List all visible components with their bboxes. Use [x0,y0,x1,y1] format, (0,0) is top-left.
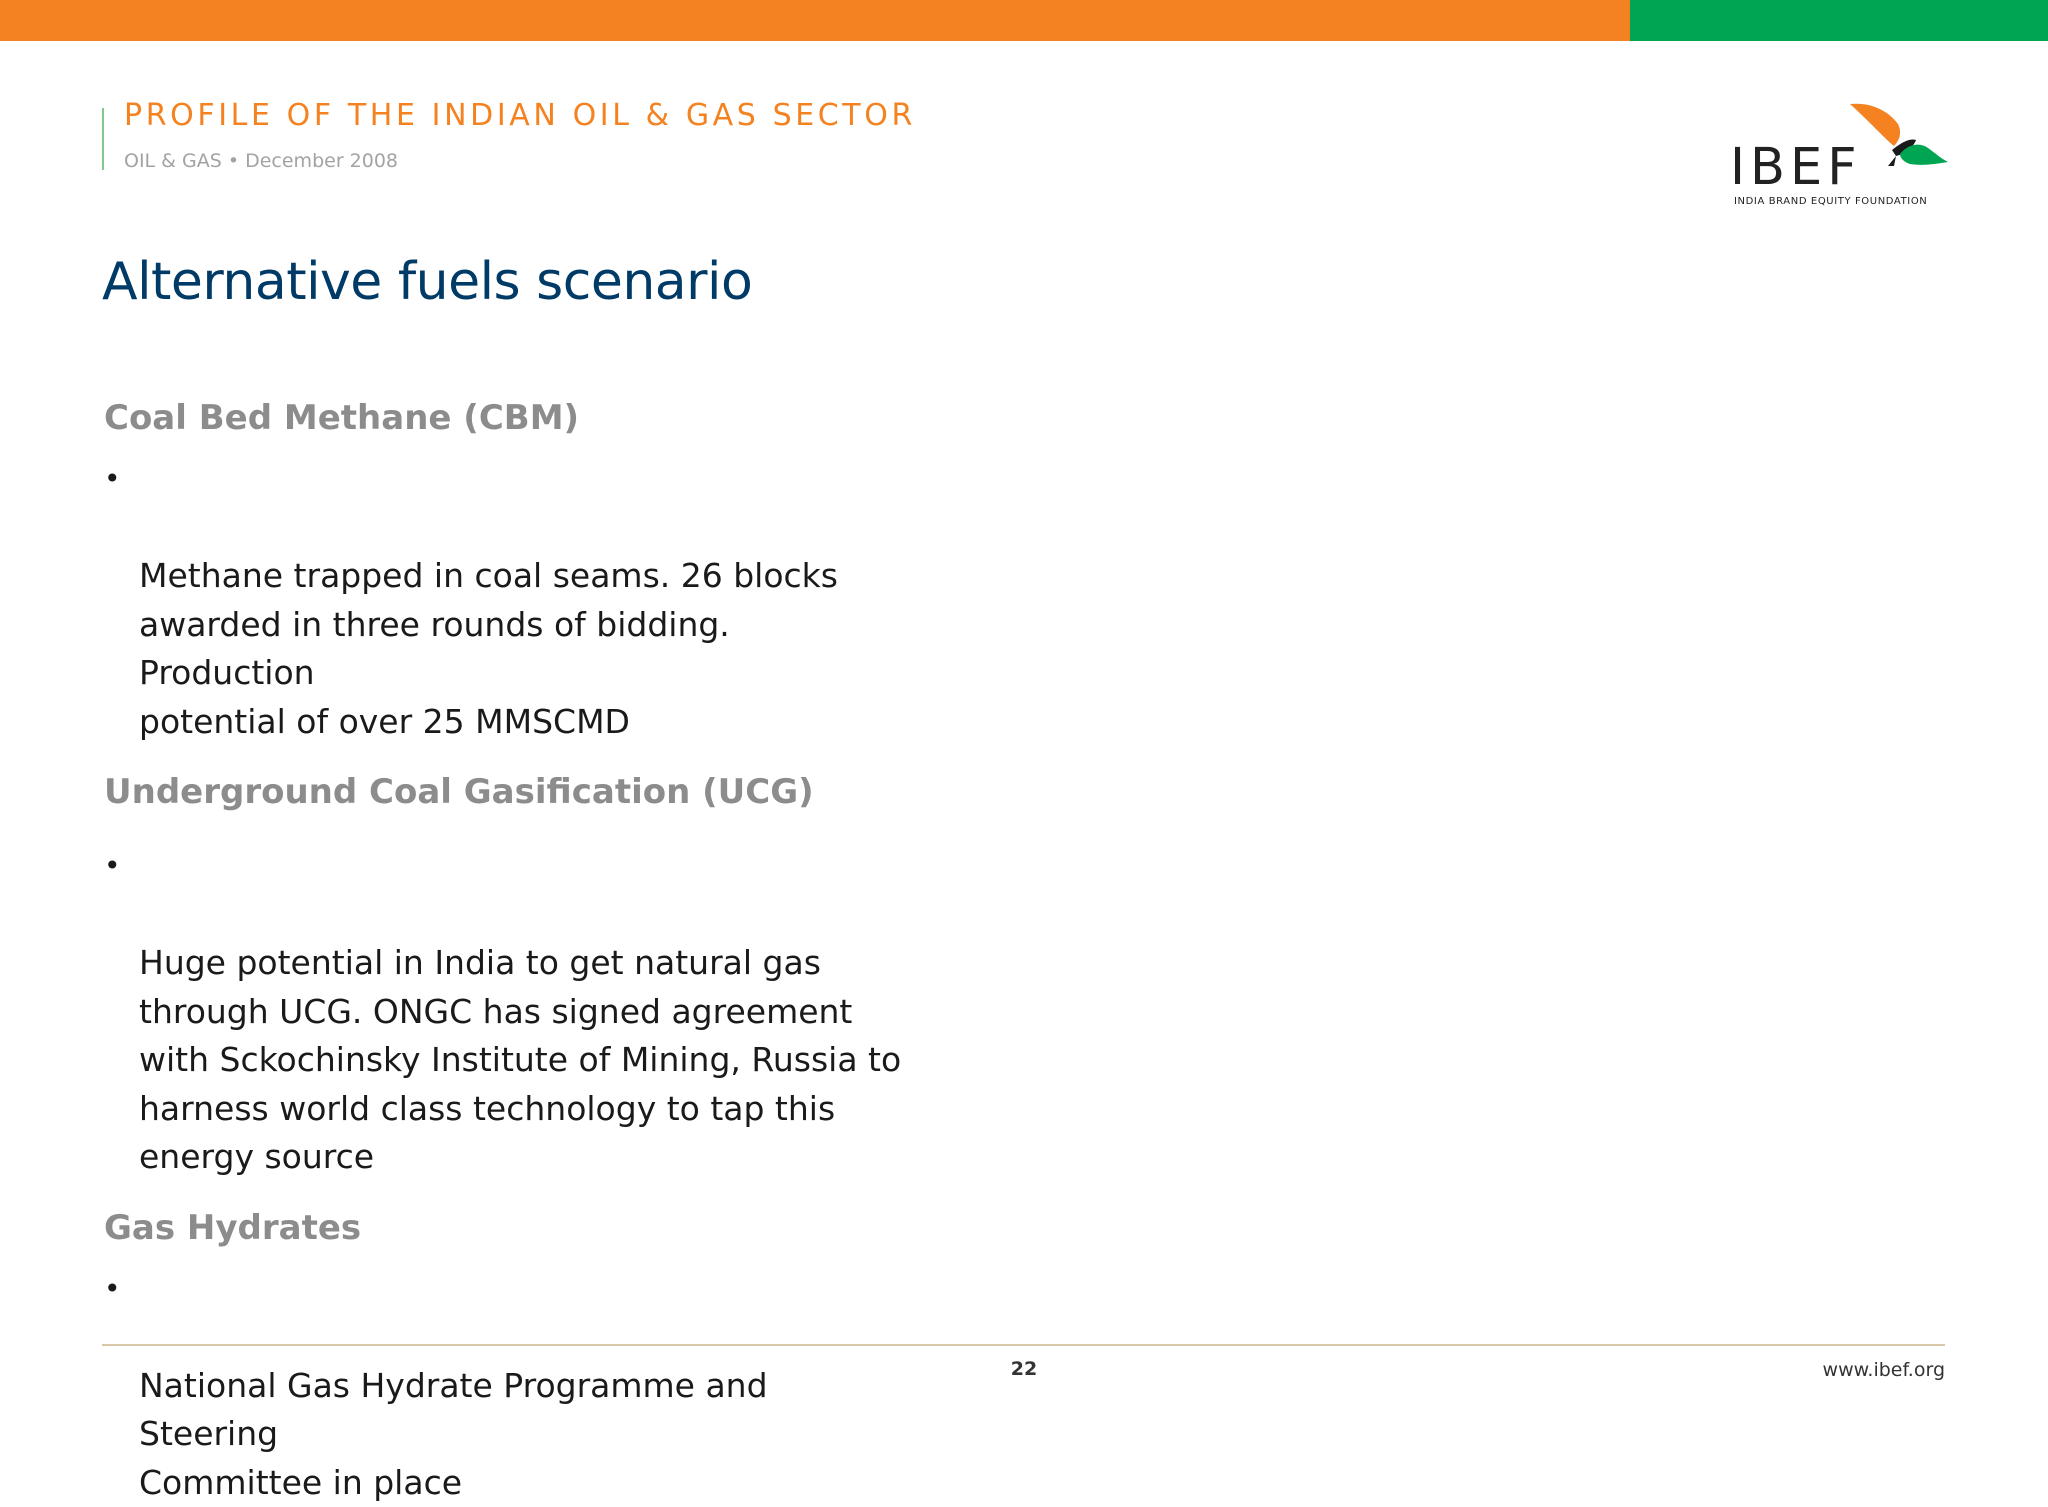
bullet-text: Huge potential in India to get natural gas through UCG. ONGC has signed agreement with Sckochinsky Institute of Mining, Russia to harness world class technology to tap this energy source [139,943,901,1176]
top-bar-green [1630,0,2048,41]
bullet-icon: • [104,842,121,891]
logo-tagline: INDIA BRAND EQUITY FOUNDATION [1734,196,1927,207]
top-color-bar [0,0,2048,41]
bullet-icon: • [104,1265,121,1314]
bullet-icon: • [104,455,121,504]
bullet-list-gas-hydrates [104,1265,904,1507]
page-title: Alternative fuels scenario [102,252,752,312]
section-heading-gas-hydrates: Gas Hydrates [104,1202,904,1254]
top-bar-orange [0,0,1630,41]
bullet-text: National Gas Hydrate Programme and Steering Committee in place [139,1366,768,1502]
section-heading-ucg: Underground Coal Gasification (UCG) [104,766,904,818]
section-title: PROFILE OF THE INDIAN OIL & GAS SECTOR [124,98,916,133]
logo-wordmark: IBEF [1730,142,1862,193]
bullet-list-cbm [104,455,904,746]
bullet-list-ucg [104,842,904,1182]
website-link[interactable]: www.ibef.org [1823,1359,1945,1381]
document-subtitle: OIL & GAS • December 2008 [124,150,398,172]
header-vertical-rule [102,108,104,170]
list-item [104,455,904,746]
list-item [104,1265,904,1507]
section-heading-cbm: Coal Bed Methane (CBM) [104,392,904,444]
content-body [104,392,904,1507]
list-item [104,842,904,1182]
ibef-logo [1730,100,1950,212]
page-number: 22 [980,1358,1068,1380]
bird-logo-icon [1848,100,1950,184]
bullet-text: Methane trapped in coal seams. 26 blocks awarded in three rounds of bidding. Production potential of over 25 MMSCMD [139,556,838,741]
footer-divider [102,1344,1945,1346]
